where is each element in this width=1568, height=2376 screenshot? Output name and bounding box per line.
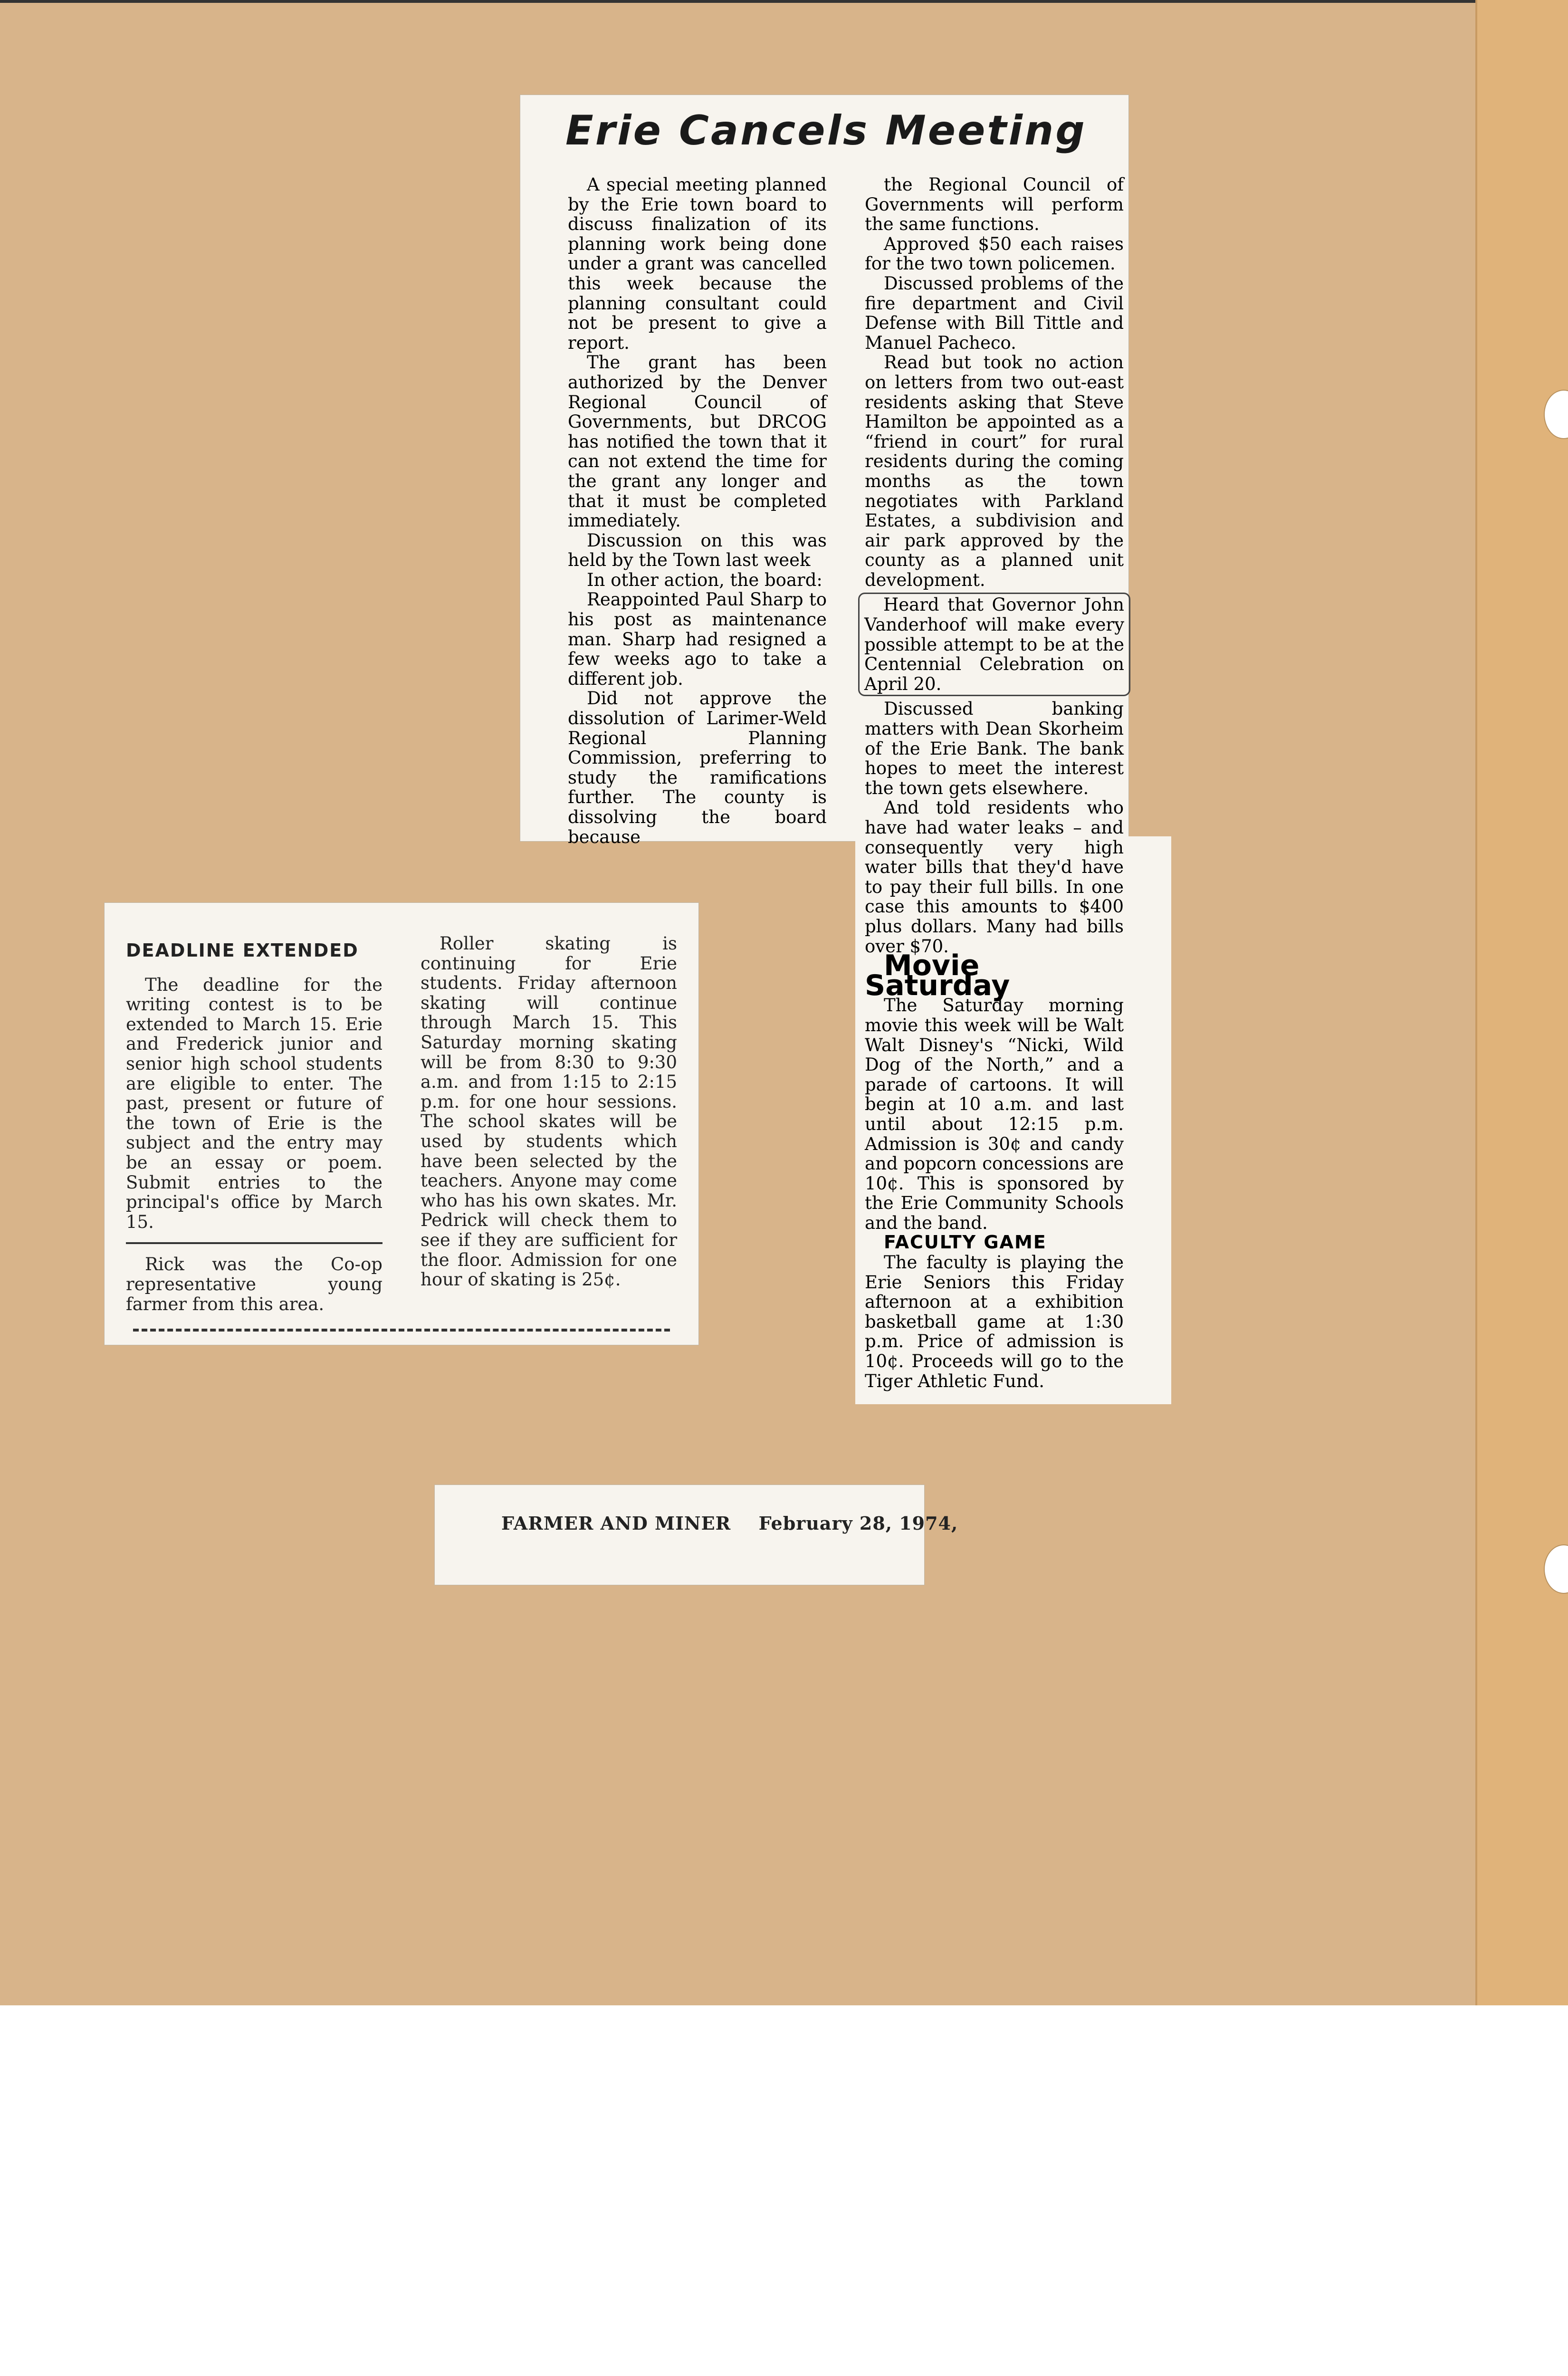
article-headline: Erie Cancels Meeting: [565, 107, 1087, 154]
article-paragraph: the Regional Council of Governments will perform the same functions.: [865, 174, 1124, 235]
deadline-skating-clipping: [105, 903, 698, 1345]
coop-note: Rick was the Co-op representative young farmer from this area.: [126, 1254, 382, 1314]
article-paragraph: Heard that Governor John Vanderhoof will make every possible attempt to be at the Centennial Celebration on April 20.: [864, 594, 1124, 694]
skating-column: [421, 934, 677, 1290]
article-paragraph: Read but took no action on letters from two out-east residents asking that Steve Hamilton be appointed as a “friend in court” for rural residents during the coming months as the town negotiates with Parkland Estates, a subdivision and air park approved by the county as a planned unit development.: [865, 352, 1124, 590]
article-paragraph: Discussion on this was held by the Town last week: [568, 530, 827, 571]
binder-hole-bottom: [1544, 1544, 1568, 1594]
article-paragraph: Discussed problems of the fire department and Civil Defense with Bill Tittle and Manuel Pacheco.: [865, 273, 1124, 353]
faculty-body: The faculty is playing the Erie Seniors this Friday afternoon at a exhibition basketball game at 1:30 p.m. Price of admission is 10¢. Proceeds will go to the Tiger Athletic Fund.: [865, 1252, 1124, 1391]
circled-paragraph: [858, 593, 1130, 696]
divider-rule: [126, 1242, 382, 1244]
article-paragraph: A special meeting planned by the Erie town board to discuss finalization of its planning work being done under a grant was cancelled this week because the planning consultant could not be present to give a report.: [568, 174, 827, 353]
article-paragraph: Did not approve the dissolution of Larimer-Weld Regional Planning Commission, preferring to study the ramifications further. The county is dissolving the board because: [568, 688, 827, 847]
deadline-heading: DEADLINE EXTENDED: [126, 940, 359, 961]
source-line: [501, 1513, 958, 1534]
skating-body: Roller skating is continuing for Erie students. Friday afternoon skating will continue through March 15. This Saturday morning skating will be from 8:30 to 9:30 a.m. and from 1:15 to 2:15 p.m. for one hour sessions. The school skates will be used by students which have been selected by the teachers. Anyone may come who has his own skates. Mr. Pedrick will check them to see if they are sufficient for the floor. Admission for one hour of skating is 25¢.: [421, 933, 677, 1290]
paper-name: FARMER AND MINER: [501, 1513, 731, 1534]
article-paragraph: Approved $50 each raises for the two town policemen.: [865, 233, 1124, 274]
article-column-1: [568, 175, 827, 847]
deadline-column: [126, 941, 382, 1314]
article-column-2: [865, 175, 1124, 1391]
article-paragraph: Reappointed Paul Sharp to his post as maintenance man. Sharp had resigned a few weeks ago to take a different job.: [568, 589, 827, 689]
faculty-heading: FACULTY GAME: [884, 1232, 1047, 1253]
clipping-cut-edge: [133, 1329, 670, 1332]
movie-body: The Saturday morning movie this week will be Walt Walt Disney's “Nicki, Wild Dog of the North,” and a parade of cartoons. It will begin at 10 a.m. and last until about 12:15 p.m. Admission is 30¢ and candy and popcorn concessions are 10¢. This is sponsored by the Erie Community Schools and the band.: [865, 995, 1124, 1233]
source-clipping: [435, 1485, 958, 1585]
paper-date: February 28, 1974,: [758, 1513, 958, 1534]
binder-hole-top: [1544, 390, 1568, 439]
article-paragraph: And told residents who have had water leaks – and consequently very high water bills that they'd have to pay their full bills. In one case this amounts to $400 plus dollars. Many had bills over $70.: [865, 797, 1124, 957]
movie-heading: Movie Saturday: [865, 949, 1010, 1002]
deadline-body: The deadline for the writing contest is to be extended to March 15. Erie and Frederick junior and senior high school students are eligible to enter. The past, present or future of the town of Erie is the subject and the entry may be an essay or poem. Submit entries to the principal's office by March 15.: [126, 974, 382, 1232]
article-paragraph: The grant has been authorized by the Denver Regional Council of Governments, but DRCOG has notified the town that it can not extend the time for the grant any longer and that it must be completed immediately.: [568, 352, 827, 531]
binder-strip: [1475, 0, 1568, 2005]
article-paragraph: Discussed banking matters with Dean Skorheim of the Erie Bank. The bank hopes to meet the interest the town gets elsewhere.: [865, 699, 1124, 798]
article-paragraph: In other action, the board:: [587, 569, 822, 590]
page-top-edge: [0, 0, 1568, 3]
